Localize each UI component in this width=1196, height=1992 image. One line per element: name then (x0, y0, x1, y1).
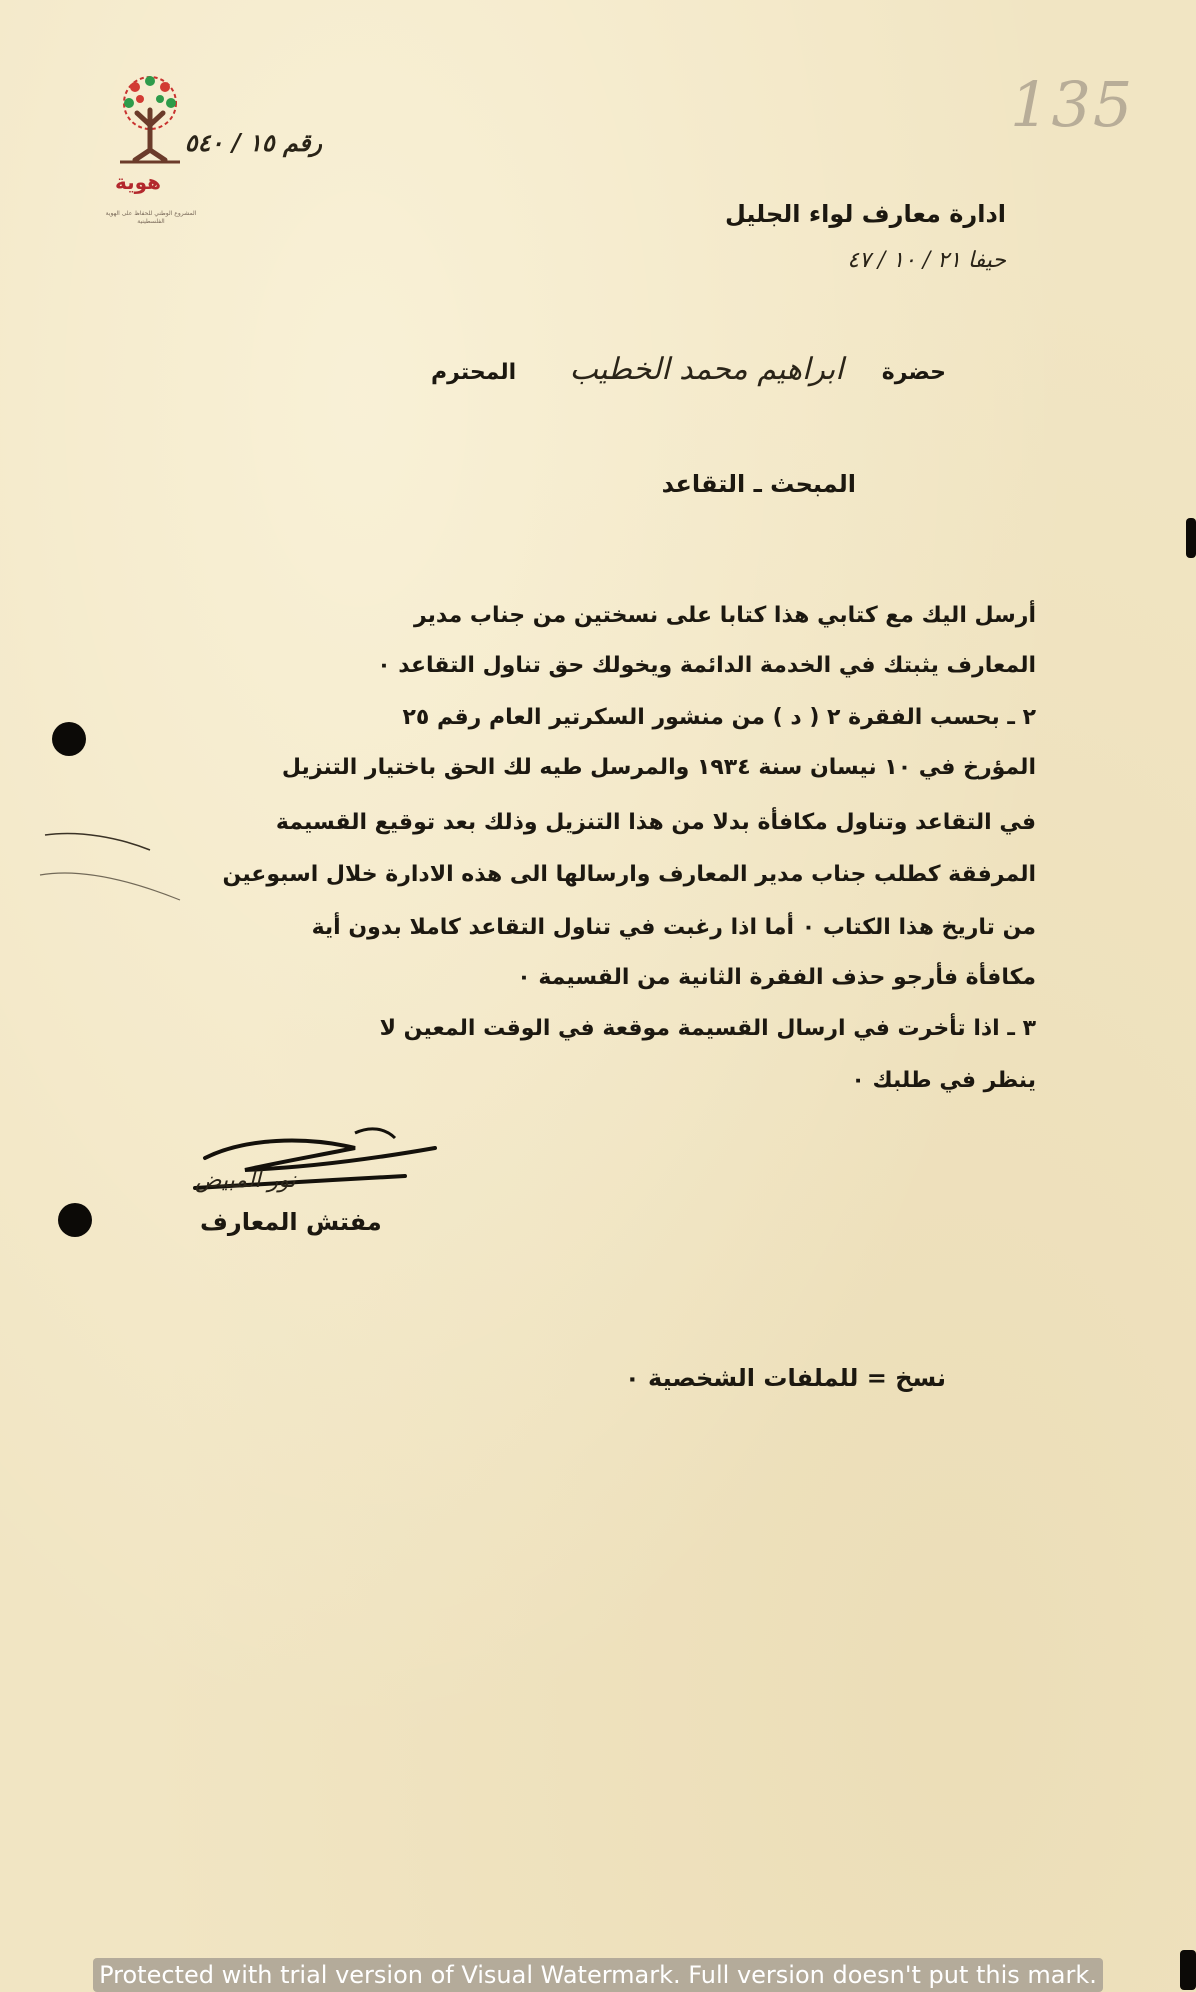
addressee-prefix: حضرة (881, 360, 946, 385)
reference-number: رقم ١٥ / ٥٤٠ (184, 128, 322, 157)
addressee-line (431, 352, 946, 387)
body-line: أرسل اليك مع كتابي هذا كتابا على نسختين من جناب مدير (413, 603, 1036, 628)
page-number: 135 (1010, 68, 1135, 141)
subject-line: المبحث ـ التقاعد (661, 470, 856, 498)
body-line: مكافأة فأرجو حذف الفقرة الثانية من القسيمة ٠ (517, 965, 1036, 990)
body-line: ٣ ـ اذا تأخرت في ارسال القسيمة موقعة في الوقت المعين لا (379, 1016, 1036, 1041)
pen-stroke-marks (40, 820, 260, 910)
logo-word: هوية (114, 170, 162, 194)
addressee-suffix: المحترم (431, 360, 517, 385)
punch-hole (52, 722, 86, 756)
letter-date: حيفا ٢١ / ١٠ / ٤٧ (847, 248, 1006, 273)
body-line: المؤرخ في ١٠ نيسان سنة ١٩٣٤ والمرسل طيه لك الحق باختيار التنزيل (281, 755, 1036, 780)
body-line: في التقاعد وتناول مكافأة بدلا من هذا التنزيل وذلك بعد توقيع القسيمة (275, 810, 1036, 835)
edge-mark (1186, 518, 1196, 558)
body-line: ينظر في طلبك ٠ (851, 1068, 1036, 1093)
body-line: من تاريخ هذا الكتاب ٠ أما اذا رغبت في تناول التقاعد كاملا بدون أية (311, 915, 1036, 940)
watermark-banner (0, 1958, 1196, 1992)
punch-hole (58, 1203, 92, 1237)
department-name: ادارة معارف لواء الجليل (724, 200, 1006, 228)
body-line: المرفقة كطلب جناب مدير المعارف وارسالها الى هذه الادارة خلال اسبوعين (222, 862, 1036, 887)
watermark-text: Protected with trial version of Visual Watermark. Full version doesn't put this mark. (93, 1958, 1103, 1992)
signatory-name: نور المبيض (195, 1168, 296, 1193)
body-line: المعارف يثبتك في الخدمة الدائمة ويخولك حق تناول التقاعد ٠ (377, 653, 1036, 678)
addressee-name: ابراهيم محمد الخطيب (569, 352, 844, 387)
handwritten-signature (185, 1118, 465, 1208)
signatory-title: مفتش المعارف (200, 1208, 382, 1236)
logo-caption: المشروع الوطني للحفاظ على الهوية الفلسطينية (105, 210, 197, 225)
body-line: ٢ ـ بحسب الفقرة ٢ ( د ) من منشور السكرتير العام رقم ٢٥ (402, 705, 1036, 730)
signature-block (195, 1168, 306, 1193)
copies-note: نسخ = للملفات الشخصية ٠ (625, 1364, 946, 1392)
